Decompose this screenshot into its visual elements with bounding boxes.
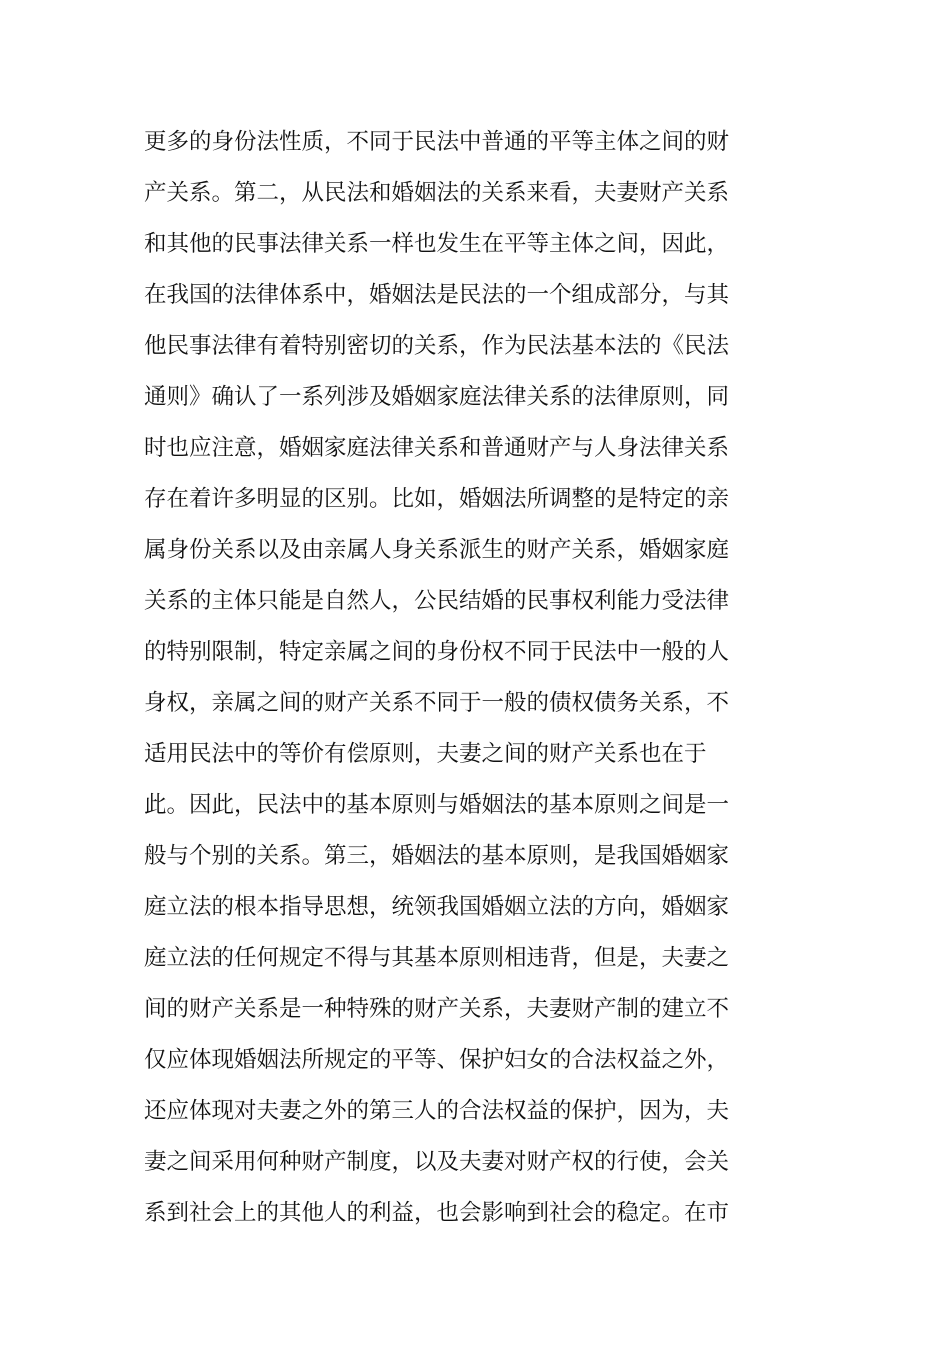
text-line: 和其他的民事法律关系一样也发生在平等主体之间，因此，	[144, 231, 730, 257]
text-line: 时也应注意，婚姻家庭法律关系和普通财产与人身法律关系	[144, 435, 730, 461]
text-line: 还应体现对夫妻之外的第三人的合法权益的保护，因为，夫	[144, 1098, 730, 1124]
text-line: 此。因此，民法中的基本原则与婚姻法的基本原则之间是一	[144, 792, 730, 818]
text-line: 庭立法的根本指导思想，统领我国婚姻立法的方向，婚姻家	[144, 894, 730, 920]
text-line: 妻之间采用何种财产制度，以及夫妻对财产权的行使，会关	[144, 1149, 730, 1175]
text-line: 庭立法的任何规定不得与其基本原则相违背，但是，夫妻之	[144, 945, 730, 971]
text-line: 通则》确认了一系列涉及婚姻家庭法律关系的法律原则，同	[144, 384, 730, 410]
text-line: 的特别限制，特定亲属之间的身份权不同于民法中一般的人	[144, 639, 730, 665]
text-line: 存在着许多明显的区别。比如，婚姻法所调整的是特定的亲	[144, 486, 730, 512]
text-line: 般与个别的关系。第三，婚姻法的基本原则，是我国婚姻家	[144, 843, 730, 869]
text-line: 产关系。第二，从民法和婚姻法的关系来看，夫妻财产关系	[144, 180, 730, 206]
text-line: 系到社会上的其他人的利益，也会影响到社会的稳定。在市	[144, 1200, 730, 1226]
text-line: 身权，亲属之间的财产关系不同于一般的债权债务关系，不	[144, 690, 730, 716]
text-line: 间的财产关系是一种特殊的财产关系，夫妻财产制的建立不	[144, 996, 730, 1022]
text-line: 他民事法律有着特别密切的关系，作为民法基本法的《民法	[144, 333, 730, 359]
body-text	[144, 117, 744, 1239]
text-line: 在我国的法律体系中，婚姻法是民法的一个组成部分，与其	[144, 282, 730, 308]
text-line: 仅应体现婚姻法所规定的平等、保护妇女的合法权益之外，	[144, 1047, 730, 1073]
text-line: 关系的主体只能是自然人，公民结婚的民事权利能力受法律	[144, 588, 730, 614]
text-line: 更多的身份法性质，不同于民法中普通的平等主体之间的财	[144, 129, 730, 155]
text-line: 适用民法中的等价有偿原则，夫妻之间的财产关系也在于	[144, 741, 707, 767]
text-line: 属身份关系以及由亲属人身关系派生的财产关系，婚姻家庭	[144, 537, 730, 563]
